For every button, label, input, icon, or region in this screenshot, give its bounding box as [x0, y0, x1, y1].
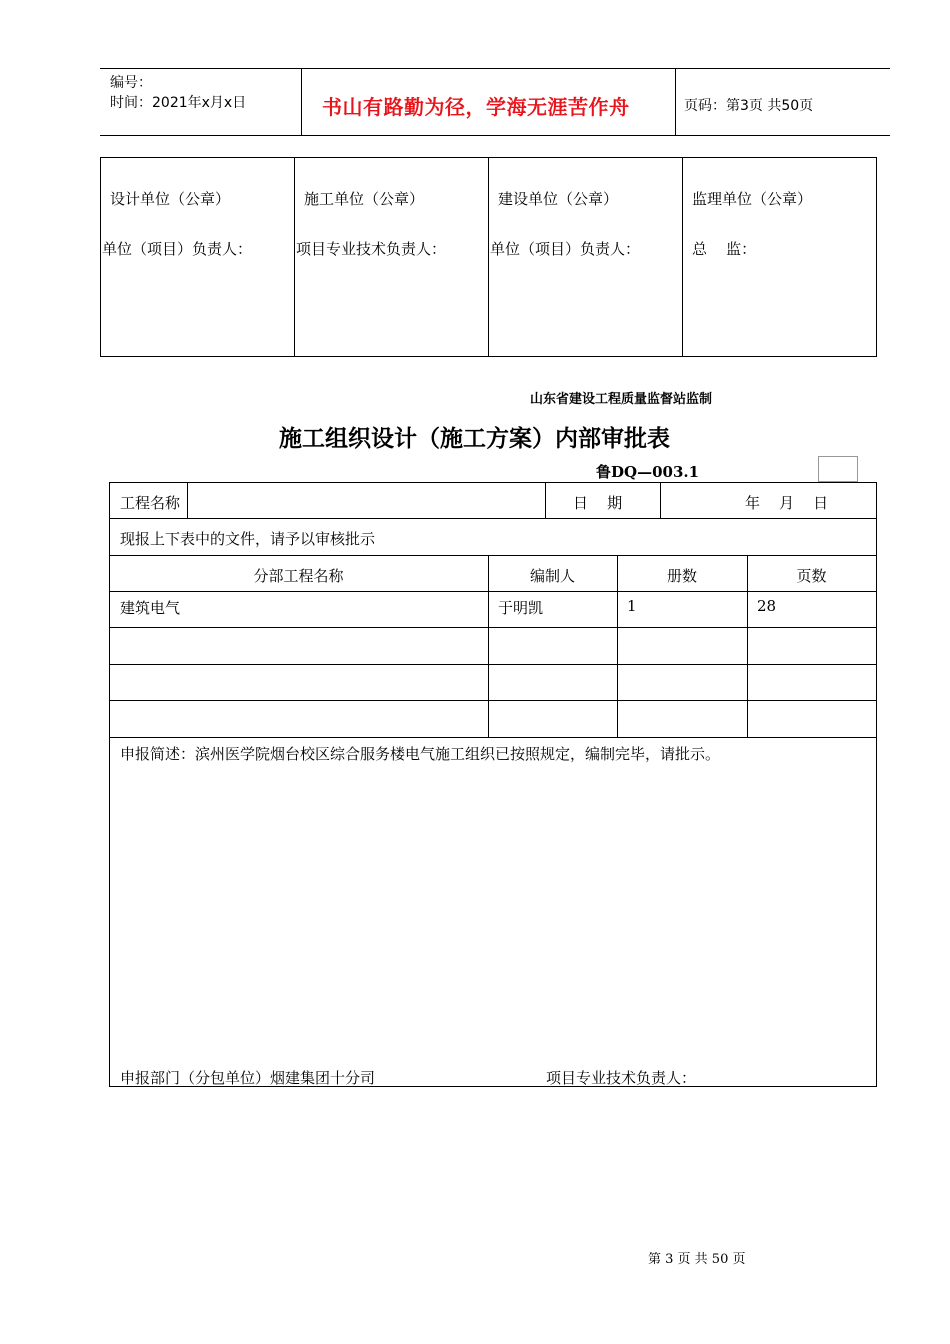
form-code: 鲁DQ—003.1 [596, 463, 700, 481]
header-volumes: 册数 [666, 567, 697, 585]
form-right [876, 482, 877, 1086]
number-label: 编号： [110, 75, 152, 91]
header-divider-right [675, 68, 676, 136]
header-compiler: 编制人 [529, 567, 575, 585]
sign-table-left [100, 157, 101, 357]
form-rule-6 [109, 700, 877, 701]
row1-div3 [660, 482, 661, 519]
header-subproject-name: 分部工程名称 [253, 567, 344, 585]
chief-supervisor-label: 总 监： [692, 240, 757, 258]
form-rule-7 [109, 737, 877, 738]
row1-div1 [187, 482, 188, 519]
tech-lead-label: 项目专业技术负责人： [546, 1069, 697, 1087]
summary-text: 申报简述：滨州医学院烟台校区综合服务楼电气施工组织已按照规定，编制完毕，请批示。 [120, 745, 721, 763]
header-pages: 页数 [796, 567, 827, 585]
table-row-1-compiler: 于明凯 [498, 599, 544, 617]
form-rule-5 [109, 664, 877, 665]
form-rule-top [109, 482, 877, 483]
date-label: 日 期 [573, 494, 623, 512]
form-rule-4 [109, 627, 877, 628]
form-rule-1 [109, 518, 877, 519]
table-row-1-pages: 28 [757, 597, 777, 615]
form-title: 施工组织设计（施工方案）内部审批表 [279, 426, 670, 452]
page-label: 页码：第3页 共50页 [684, 98, 814, 114]
request-text: 现报上下表中的文件，请予以审核批示 [120, 530, 376, 548]
date-value: 年 月 日 [745, 494, 829, 512]
design-unit-label: 设计单位（公章） [110, 190, 231, 208]
header-bottom-rule [100, 135, 890, 136]
project-name-label: 工程名称 [120, 494, 181, 512]
time-label: 时间：2021年x月x日 [110, 95, 247, 111]
form-rule-3 [109, 591, 877, 592]
supervision-unit-label: 监理单位（公章） [692, 190, 813, 208]
construction-unit-label: 施工单位（公章） [304, 190, 425, 208]
supervisor-note: 山东省建设工程质量监督站监制 [530, 392, 713, 407]
sign-table-div3 [682, 157, 683, 357]
owner-unit-person: 单位（项目）负责人： [490, 240, 641, 258]
form-rule-2 [109, 555, 877, 556]
table-row-1-volumes: 1 [627, 597, 637, 615]
owner-unit-label: 建设单位（公章） [498, 190, 619, 208]
design-unit-person: 单位（项目）负责人： [102, 240, 253, 258]
row1-div2 [545, 482, 546, 519]
sign-table-div2 [488, 157, 489, 357]
sign-table-right [876, 157, 877, 357]
project-name-field[interactable] [190, 485, 542, 516]
header-top-rule [100, 68, 890, 69]
footer-page-info: 第 3 页 共 50 页 [648, 1252, 746, 1267]
construction-unit-person: 项目专业技术负责人： [296, 240, 447, 258]
header-divider-left [301, 68, 302, 136]
motto: 书山有路勤为径，学海无涯苦作舟 [322, 95, 630, 119]
table-row-1-name: 建筑电气 [120, 599, 181, 617]
sign-table-div1 [294, 157, 295, 357]
code-box [818, 456, 858, 482]
department-text: 申报部门（分包单位）烟建集团十分司 [120, 1069, 376, 1087]
